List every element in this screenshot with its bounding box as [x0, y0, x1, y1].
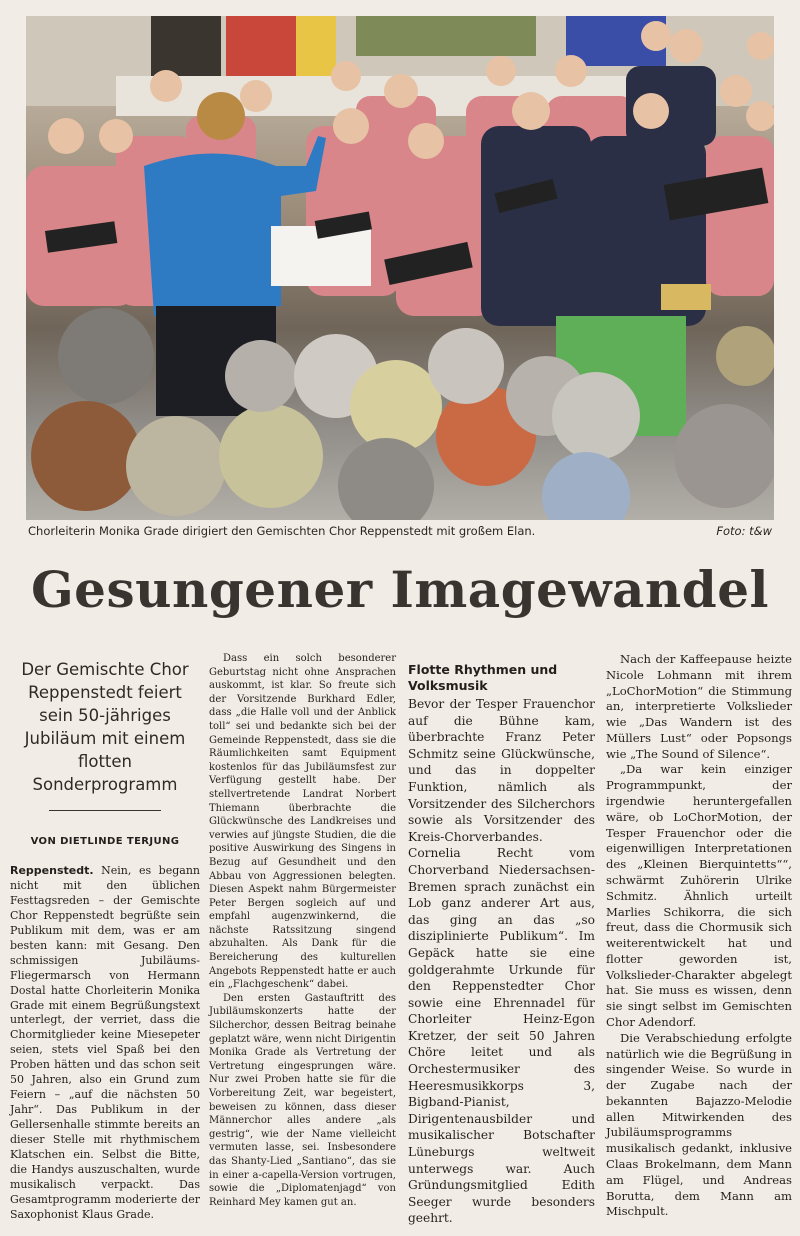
article-column-3: [408, 652, 595, 1227]
article-photo: [26, 16, 774, 520]
article-column-1: [10, 652, 200, 1223]
article-teaser: Der Gemischte Chor Reppenstedt feiert sein 50-jähriges Jubiläum mit einem flotten Sonderprogramm: [21, 660, 189, 794]
photo-credit: Foto: t&w: [716, 524, 772, 538]
article-column-2: [209, 652, 396, 1209]
paragraph-1: [10, 864, 200, 1223]
teaser-divider: [49, 810, 161, 811]
choir-photo-illustration: [26, 16, 774, 520]
paragraph-1-text: Nein, es begann nicht mit den üblichen Festtagsreden – der Gemischte Chor Reppenstedt begrüßte sein Publikum mit dem, was er am besten kann: mit Gesang. Den schmissigen Jubiläums-Fliegermarsch von Hermann Dostal hatte Chorleiterin Monika Grade mit einem Begrüßungstext unterlegt, der verriet, dass die Chormitglieder keine Miesepeter seien, stets viel Spaß bei den Proben hätten und das schon seit 50 Jahren, also ein Grund zum Feiern – „auf die nächsten 50 Jahr“. Das Publikum in der Gellersenhalle stimmte bereits an dieser Stelle mit rhythmischem Klatschen ein. Selbst die Bitte, die Handys auszuschalten, wurde musikalisch verpackt. Das Gesamtprogramm moderierte der Saxophonist Klaus Grade.: [10, 863, 200, 1221]
dateline: Reppenstedt.: [10, 863, 94, 877]
article-headline: Gesungener Imagewandel: [30, 560, 770, 619]
article-byline: VON DIETLINDE TERJUNG: [30, 836, 180, 847]
paragraph-6: „Da war kein einziger Programmpunkt, der irgendwie heruntergefallen wäre, ob LoChorMotion, der Tesper Frauenchor oder die eigenwilligen Interpretationen des „Kleinen Bierquintetts““, schwärmt Zuhörerin Ulrike Schmitz. Ähnlich urteilt Marlies Schikorra, die sich freut, dass die Chormusik sich weiterentwickelt hat und flotter geworden ist, Volkslieder-Charakter abgelegt hat. Sie muss es wissen, denn sie singt selbst im Gemischten Chor Adendorf.: [606, 762, 792, 1029]
article-column-4: [606, 652, 792, 1220]
paragraph-7: Die Verabschiedung erfolgte natürlich wie die Begrüßung in singender Weise. So wurde in der Zugabe nach der bekannten Bajazzo-Melodie allen Mitwirkenden des Jubiläumsprogramms musikalisch gedankt, inklusive Claas Brokelmann, dem Mann am Flügel, und Andreas Borutta, dem Mann am Mischpult.: [606, 1030, 792, 1219]
paragraph-4: Bevor der Tesper Frauenchor auf die Bühne kam, überbrachte Franz Peter Schmitz seine Glückwünsche, und das in doppelter Funktion, nämlich als Vorsitzender des Silcherchors sowie als Vorsitzender des Kreis-Chorverbandes. Cornelia Recht vom Chorverband Niedersachsen-Bremen sprach zunächst ein Lob ganz anderer Art aus, das ging an das „so disziplinierte Publikum“. Im Gepäck hatte sie eine goldgerahmte Urkunde für den Reppenstedter Chor sowie eine Ehrennadel für Chorleiter Heinz-Egon Kretzer, der seit 50 Jahren Chöre leitet und als Orchestermusiker des Heeresmusikkorps 3, Bigband-Pianist, Dirigentenausbilder und musikalischer Botschafter Lüneburgs weltweit unterwegs war. Auch Gründungsmitglied Edith Seeger wurde besonders geehrt.: [408, 697, 595, 1226]
photo-caption: Chorleiterin Monika Grade dirigiert den Gemischten Chor Reppenstedt mit großem Elan.: [28, 524, 536, 538]
article-subhead: Flotte Rhythmen und Volksmusik: [408, 662, 558, 693]
paragraph-3: Den ersten Gastauftritt des Jubiläumskonzerts hatte der Silcherchor, dessen Beitrag beinahe geplatzt wäre, wenn nicht Dirigentin Monika Grade als Vertretung der Vertretung eingesprungen wäre. Nur zwei Proben hatte sie für die Vorbereitung Zeit, war begeistert, beweisen zu können, dass dieser Männerchor alles andere „als gestrig“, wie der Name vielleicht vermuten lasse, sei. Insbesondere das Shanty-Lied „Santiano“, das sie in einer a-capella-Version vortrugen, sowie die „Diplomatenjagd“ von Reinhard Mey kamen gut an.: [209, 992, 396, 1208]
paragraph-2: Dass ein solch besonderer Geburtstag nicht ohne Ansprachen auskommt, ist klar. So freute sich der Vorsitzende Burkhard Edler, dass „die Halle voll und der Anblick toll“ sei und bedankte sich bei der Gemeinde Reppenstedt, dass sie die Räumlichkeiten samt Equipment kostenlos für das Jubiläumsfest zur Verfügung gestellt habe. Der stellvertretende Landrat Norbert Thiemann überbrachte die Glückwünsche des Landkreises und verwies auf jüngste Studien, die die positive Auswirkung des Singens in Bezug auf Gesundheit und den Abbau von Aggressionen belegten. Diesen Aspekt nahm Bürgermeister Peter Bergen sogleich auf und empfahl augenzwinkernd, die nächste Ratssitzung singend abzuhalten. Als Dank für die Bereicherung des kulturellen Angebots Reppenstedt hatte er auch ein „Flachgeschenk“ dabei.: [209, 653, 396, 991]
paragraph-5: Nach der Kaffeepause heizte Nicole Lohmann mit ihrem „LoChorMotion“ die Stimmung an, interpretierte Volkslieder wie „Das Wandern ist des Müllers Lust“ oder Popsongs wie „The Sound of Silence“.: [606, 652, 792, 761]
